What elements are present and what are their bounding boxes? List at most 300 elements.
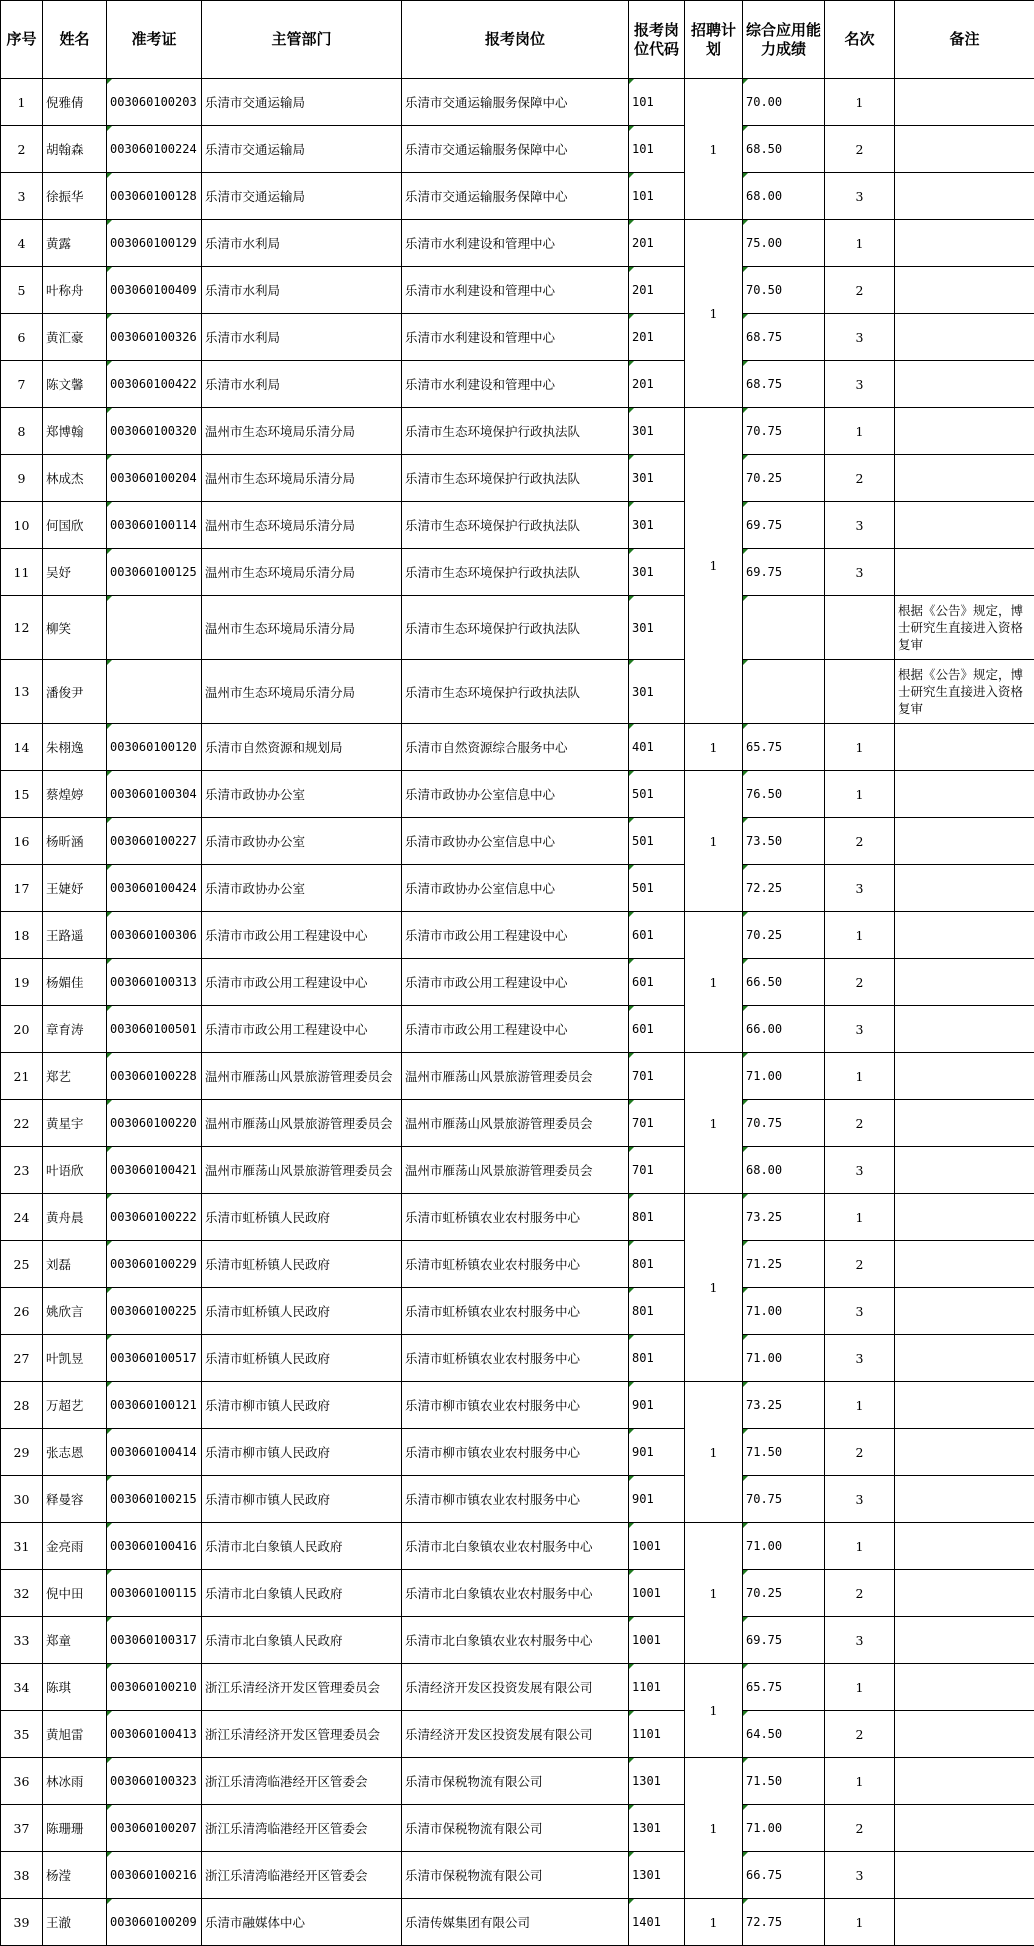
table-row — [1, 314, 1034, 361]
cell-seq: 9 — [1, 455, 43, 502]
cell-dept: 浙江乐清湾临港经开区管委会 — [202, 1758, 402, 1805]
cell-code: 201 — [629, 361, 685, 408]
cell-name: 杨媚佳 — [43, 959, 107, 1006]
cell-plan: 1 — [685, 1194, 743, 1382]
cell-score: 68.75 — [743, 361, 825, 408]
cell-seq: 33 — [1, 1617, 43, 1664]
cell-name: 朱栩逸 — [43, 724, 107, 771]
cell-dept: 乐清市市政公用工程建设中心 — [202, 1006, 402, 1053]
table-row — [1, 1382, 1034, 1429]
cell-seq: 22 — [1, 1100, 43, 1147]
table-row — [1, 1288, 1034, 1335]
cell-code: 601 — [629, 1006, 685, 1053]
cell-note — [895, 314, 1034, 361]
cell-note — [895, 79, 1034, 126]
table-row — [1, 1570, 1034, 1617]
cell-name: 黄旭雷 — [43, 1711, 107, 1758]
cell-rank: 1 — [825, 1758, 895, 1805]
cell-ticket: 003060100204 — [107, 455, 202, 502]
header-post: 报考岗位 — [402, 1, 629, 79]
cell-ticket: 003060100517 — [107, 1335, 202, 1382]
table-row — [1, 959, 1034, 1006]
table-row — [1, 267, 1034, 314]
cell-ticket: 003060100210 — [107, 1664, 202, 1711]
cell-rank: 3 — [825, 1476, 895, 1523]
table-row — [1, 549, 1034, 596]
cell-dept: 浙江乐清湾临港经开区管委会 — [202, 1852, 402, 1899]
cell-rank: 3 — [825, 173, 895, 220]
cell-code: 201 — [629, 267, 685, 314]
cell-dept: 乐清市交通运输局 — [202, 79, 402, 126]
cell-name: 叶语欣 — [43, 1147, 107, 1194]
cell-plan: 1 — [685, 220, 743, 408]
header-seq: 序号 — [1, 1, 43, 79]
cell-score: 70.25 — [743, 1570, 825, 1617]
cell-post: 乐清市保税物流有限公司 — [402, 1758, 629, 1805]
cell-seq: 27 — [1, 1335, 43, 1382]
cell-score: 68.00 — [743, 1147, 825, 1194]
cell-score: 69.75 — [743, 1617, 825, 1664]
cell-code: 901 — [629, 1382, 685, 1429]
cell-note — [895, 502, 1034, 549]
cell-ticket: 003060100422 — [107, 361, 202, 408]
header-dept: 主管部门 — [202, 1, 402, 79]
cell-seq: 8 — [1, 408, 43, 455]
cell-dept: 温州市雁荡山风景旅游管理委员会 — [202, 1100, 402, 1147]
cell-ticket: 003060100225 — [107, 1288, 202, 1335]
cell-post: 乐清市虹桥镇农业农村服务中心 — [402, 1288, 629, 1335]
cell-ticket: 003060100313 — [107, 959, 202, 1006]
cell-ticket: 003060100416 — [107, 1523, 202, 1570]
cell-code: 101 — [629, 173, 685, 220]
cell-code: 801 — [629, 1288, 685, 1335]
cell-seq: 35 — [1, 1711, 43, 1758]
cell-code: 1401 — [629, 1899, 685, 1946]
cell-seq: 34 — [1, 1664, 43, 1711]
cell-score: 70.50 — [743, 267, 825, 314]
cell-score: 71.00 — [743, 1805, 825, 1852]
cell-note — [895, 1570, 1034, 1617]
cell-note — [895, 1711, 1034, 1758]
cell-score: 72.25 — [743, 865, 825, 912]
cell-seq: 1 — [1, 79, 43, 126]
cell-post: 乐清市柳市镇农业农村服务中心 — [402, 1429, 629, 1476]
cell-score: 76.50 — [743, 771, 825, 818]
cell-rank: 2 — [825, 1805, 895, 1852]
cell-code: 301 — [629, 455, 685, 502]
cell-post: 乐清市虹桥镇农业农村服务中心 — [402, 1194, 629, 1241]
cell-name: 黄星宇 — [43, 1100, 107, 1147]
cell-seq: 5 — [1, 267, 43, 314]
cell-dept: 乐清市交通运输局 — [202, 173, 402, 220]
cell-score: 71.00 — [743, 1523, 825, 1570]
cell-dept: 乐清市市政公用工程建设中心 — [202, 959, 402, 1006]
cell-post: 乐清市生态环境保护行政执法队 — [402, 455, 629, 502]
cell-score: 68.00 — [743, 173, 825, 220]
cell-code: 301 — [629, 549, 685, 596]
cell-score: 71.50 — [743, 1429, 825, 1476]
cell-name: 郑艺 — [43, 1053, 107, 1100]
cell-name: 陈珊珊 — [43, 1805, 107, 1852]
cell-seq: 16 — [1, 818, 43, 865]
table-row — [1, 1523, 1034, 1570]
cell-name: 郑童 — [43, 1617, 107, 1664]
cell-rank: 2 — [825, 1100, 895, 1147]
cell-code: 301 — [629, 596, 685, 660]
cell-seq: 19 — [1, 959, 43, 1006]
cell-rank — [825, 660, 895, 724]
cell-seq: 31 — [1, 1523, 43, 1570]
cell-code: 201 — [629, 220, 685, 267]
cell-name: 万超艺 — [43, 1382, 107, 1429]
cell-plan: 1 — [685, 79, 743, 220]
cell-score: 68.75 — [743, 314, 825, 361]
table-row — [1, 361, 1034, 408]
cell-post: 乐清经济开发区投资发展有限公司 — [402, 1711, 629, 1758]
cell-rank: 3 — [825, 1852, 895, 1899]
cell-ticket: 003060100209 — [107, 1899, 202, 1946]
cell-ticket: 003060100320 — [107, 408, 202, 455]
cell-post: 乐清市市政公用工程建设中心 — [402, 959, 629, 1006]
table-row — [1, 1335, 1034, 1382]
table-row — [1, 660, 1034, 724]
header-score: 综合应用能力成绩 — [743, 1, 825, 79]
cell-score: 70.75 — [743, 408, 825, 455]
cell-dept: 乐清市水利局 — [202, 267, 402, 314]
cell-seq: 21 — [1, 1053, 43, 1100]
cell-post: 乐清市交通运输服务保障中心 — [402, 126, 629, 173]
table-row — [1, 724, 1034, 771]
cell-post: 乐清市柳市镇农业农村服务中心 — [402, 1476, 629, 1523]
cell-ticket: 003060100424 — [107, 865, 202, 912]
cell-note: 根据《公告》规定，博士研究生直接进入资格复审 — [895, 660, 1034, 724]
cell-note — [895, 1335, 1034, 1382]
cell-name: 倪雅倩 — [43, 79, 107, 126]
table-row — [1, 1899, 1034, 1946]
table-row — [1, 1006, 1034, 1053]
cell-post: 乐清市自然资源综合服务中心 — [402, 724, 629, 771]
cell-rank: 1 — [825, 1382, 895, 1429]
table-row — [1, 1147, 1034, 1194]
cell-rank: 2 — [825, 959, 895, 1006]
cell-note — [895, 1194, 1034, 1241]
table-row — [1, 912, 1034, 959]
table-row — [1, 79, 1034, 126]
cell-ticket: 003060100207 — [107, 1805, 202, 1852]
cell-dept: 温州市雁荡山风景旅游管理委员会 — [202, 1053, 402, 1100]
cell-name: 杨滢 — [43, 1852, 107, 1899]
cell-note — [895, 1523, 1034, 1570]
cell-rank: 1 — [825, 1523, 895, 1570]
cell-ticket: 003060100306 — [107, 912, 202, 959]
cell-seq: 37 — [1, 1805, 43, 1852]
cell-note — [895, 1476, 1034, 1523]
cell-note — [895, 1288, 1034, 1335]
cell-dept: 温州市生态环境局乐清分局 — [202, 660, 402, 724]
cell-note — [895, 220, 1034, 267]
cell-dept: 浙江乐清湾临港经开区管委会 — [202, 1805, 402, 1852]
cell-ticket: 003060100229 — [107, 1241, 202, 1288]
cell-note — [895, 1241, 1034, 1288]
cell-rank: 2 — [825, 1711, 895, 1758]
cell-code: 801 — [629, 1241, 685, 1288]
table-row — [1, 1100, 1034, 1147]
cell-note — [895, 267, 1034, 314]
table-row — [1, 502, 1034, 549]
cell-dept: 乐清市政协办公室 — [202, 818, 402, 865]
cell-rank: 2 — [825, 1570, 895, 1617]
cell-name: 倪中田 — [43, 1570, 107, 1617]
cell-note — [895, 818, 1034, 865]
cell-post: 乐清市水利建设和管理中心 — [402, 314, 629, 361]
cell-rank: 1 — [825, 912, 895, 959]
cell-ticket: 003060100114 — [107, 502, 202, 549]
cell-code: 301 — [629, 502, 685, 549]
cell-dept: 温州市生态环境局乐清分局 — [202, 408, 402, 455]
cell-post: 乐清市水利建设和管理中心 — [402, 361, 629, 408]
cell-code: 801 — [629, 1194, 685, 1241]
cell-post: 乐清市市政公用工程建设中心 — [402, 912, 629, 959]
cell-seq: 12 — [1, 596, 43, 660]
cell-post: 温州市雁荡山风景旅游管理委员会 — [402, 1100, 629, 1147]
cell-seq: 32 — [1, 1570, 43, 1617]
cell-ticket: 003060100304 — [107, 771, 202, 818]
cell-score: 66.50 — [743, 959, 825, 1006]
table-row — [1, 1711, 1034, 1758]
cell-name: 郑博翰 — [43, 408, 107, 455]
cell-score: 71.50 — [743, 1758, 825, 1805]
cell-score: 71.00 — [743, 1288, 825, 1335]
cell-name: 叶凯昱 — [43, 1335, 107, 1382]
cell-name: 黄汇豪 — [43, 314, 107, 361]
cell-plan: 1 — [685, 1053, 743, 1194]
cell-dept: 乐清市北白象镇人民政府 — [202, 1523, 402, 1570]
cell-score: 70.25 — [743, 455, 825, 502]
cell-score: 73.25 — [743, 1382, 825, 1429]
cell-rank: 2 — [825, 1241, 895, 1288]
cell-dept: 乐清市虹桥镇人民政府 — [202, 1194, 402, 1241]
table-row — [1, 818, 1034, 865]
cell-dept: 乐清市北白象镇人民政府 — [202, 1570, 402, 1617]
cell-seq: 20 — [1, 1006, 43, 1053]
cell-dept: 浙江乐清经济开发区管理委员会 — [202, 1664, 402, 1711]
cell-name: 陈琪 — [43, 1664, 107, 1711]
cell-dept: 乐清市政协办公室 — [202, 771, 402, 818]
cell-seq: 13 — [1, 660, 43, 724]
cell-note — [895, 771, 1034, 818]
cell-ticket: 003060100413 — [107, 1711, 202, 1758]
cell-name: 释曼容 — [43, 1476, 107, 1523]
cell-code: 1101 — [629, 1711, 685, 1758]
cell-score — [743, 596, 825, 660]
cell-score: 68.50 — [743, 126, 825, 173]
cell-name: 吴妤 — [43, 549, 107, 596]
cell-post: 乐清市市政公用工程建设中心 — [402, 1006, 629, 1053]
table-row — [1, 1805, 1034, 1852]
table-row — [1, 126, 1034, 173]
cell-name: 王澈 — [43, 1899, 107, 1946]
cell-dept: 乐清市市政公用工程建设中心 — [202, 912, 402, 959]
cell-post: 乐清市生态环境保护行政执法队 — [402, 408, 629, 455]
table-row — [1, 1476, 1034, 1523]
table-row — [1, 865, 1034, 912]
cell-name: 蔡煌婷 — [43, 771, 107, 818]
table-row — [1, 1429, 1034, 1476]
cell-ticket: 003060100224 — [107, 126, 202, 173]
cell-seq: 6 — [1, 314, 43, 361]
cell-ticket: 003060100203 — [107, 79, 202, 126]
cell-name: 张志恩 — [43, 1429, 107, 1476]
cell-post: 乐清市虹桥镇农业农村服务中心 — [402, 1335, 629, 1382]
cell-dept: 浙江乐清经济开发区管理委员会 — [202, 1711, 402, 1758]
cell-note: 根据《公告》规定，博士研究生直接进入资格复审 — [895, 596, 1034, 660]
cell-note — [895, 549, 1034, 596]
cell-post: 乐清市保税物流有限公司 — [402, 1852, 629, 1899]
cell-rank: 3 — [825, 1617, 895, 1664]
cell-code: 901 — [629, 1429, 685, 1476]
cell-score — [743, 660, 825, 724]
cell-score: 66.75 — [743, 1852, 825, 1899]
cell-ticket: 003060100228 — [107, 1053, 202, 1100]
cell-code: 1301 — [629, 1805, 685, 1852]
cell-name: 胡翰森 — [43, 126, 107, 173]
cell-seq: 4 — [1, 220, 43, 267]
table-row — [1, 1194, 1034, 1241]
cell-post: 乐清市交通运输服务保障中心 — [402, 79, 629, 126]
cell-code: 501 — [629, 818, 685, 865]
cell-ticket: 003060100216 — [107, 1852, 202, 1899]
cell-rank: 3 — [825, 314, 895, 361]
cell-post: 乐清市生态环境保护行政执法队 — [402, 549, 629, 596]
cell-note — [895, 1852, 1034, 1899]
cell-seq: 10 — [1, 502, 43, 549]
table-row — [1, 596, 1034, 660]
cell-name: 王婕妤 — [43, 865, 107, 912]
cell-dept: 乐清市柳市镇人民政府 — [202, 1429, 402, 1476]
cell-rank: 3 — [825, 549, 895, 596]
cell-rank: 1 — [825, 771, 895, 818]
cell-rank: 1 — [825, 1194, 895, 1241]
cell-rank: 3 — [825, 1335, 895, 1382]
header-note: 备注 — [895, 1, 1034, 79]
cell-note — [895, 455, 1034, 502]
cell-score: 73.50 — [743, 818, 825, 865]
cell-score: 64.50 — [743, 1711, 825, 1758]
cell-note — [895, 912, 1034, 959]
cell-score: 71.00 — [743, 1053, 825, 1100]
cell-plan: 1 — [685, 1523, 743, 1664]
cell-score: 65.75 — [743, 1664, 825, 1711]
cell-post: 乐清市水利建设和管理中心 — [402, 220, 629, 267]
cell-score: 69.75 — [743, 502, 825, 549]
header-name: 姓名 — [43, 1, 107, 79]
cell-ticket: 003060100414 — [107, 1429, 202, 1476]
header-ticket: 准考证 — [107, 1, 202, 79]
cell-rank: 3 — [825, 865, 895, 912]
cell-score: 75.00 — [743, 220, 825, 267]
cell-seq: 17 — [1, 865, 43, 912]
cell-rank: 1 — [825, 724, 895, 771]
cell-note — [895, 865, 1034, 912]
cell-code: 1301 — [629, 1852, 685, 1899]
cell-rank: 1 — [825, 1899, 895, 1946]
cell-seq: 23 — [1, 1147, 43, 1194]
cell-note — [895, 126, 1034, 173]
cell-dept: 乐清市交通运输局 — [202, 126, 402, 173]
cell-post: 温州市雁荡山风景旅游管理委员会 — [402, 1147, 629, 1194]
table-row — [1, 1617, 1034, 1664]
cell-rank — [825, 596, 895, 660]
cell-name: 柳笑 — [43, 596, 107, 660]
cell-score: 72.75 — [743, 1899, 825, 1946]
cell-code: 301 — [629, 660, 685, 724]
cell-score: 65.75 — [743, 724, 825, 771]
cell-ticket — [107, 660, 202, 724]
cell-score: 69.75 — [743, 549, 825, 596]
cell-rank: 1 — [825, 1664, 895, 1711]
cell-ticket: 003060100222 — [107, 1194, 202, 1241]
cell-code: 801 — [629, 1335, 685, 1382]
cell-rank: 3 — [825, 1147, 895, 1194]
cell-ticket: 003060100317 — [107, 1617, 202, 1664]
cell-rank: 1 — [825, 1053, 895, 1100]
cell-code: 901 — [629, 1476, 685, 1523]
cell-note — [895, 173, 1034, 220]
cell-note — [895, 1382, 1034, 1429]
cell-rank: 3 — [825, 1006, 895, 1053]
cell-name: 潘俊尹 — [43, 660, 107, 724]
cell-seq: 30 — [1, 1476, 43, 1523]
cell-name: 林冰雨 — [43, 1758, 107, 1805]
cell-post: 乐清市北白象镇农业农村服务中心 — [402, 1570, 629, 1617]
cell-seq: 36 — [1, 1758, 43, 1805]
cell-code: 1301 — [629, 1758, 685, 1805]
cell-note — [895, 1805, 1034, 1852]
cell-ticket: 003060100501 — [107, 1006, 202, 1053]
cell-name: 何国欣 — [43, 502, 107, 549]
cell-code: 1101 — [629, 1664, 685, 1711]
table-row — [1, 771, 1034, 818]
cell-score: 66.00 — [743, 1006, 825, 1053]
cell-ticket: 003060100121 — [107, 1382, 202, 1429]
cell-note — [895, 724, 1034, 771]
cell-note — [895, 408, 1034, 455]
cell-plan: 1 — [685, 1758, 743, 1899]
cell-rank: 3 — [825, 502, 895, 549]
cell-seq: 28 — [1, 1382, 43, 1429]
cell-note — [895, 1100, 1034, 1147]
table-row — [1, 408, 1034, 455]
cell-post: 乐清市生态环境保护行政执法队 — [402, 502, 629, 549]
cell-code: 501 — [629, 865, 685, 912]
table-row — [1, 173, 1034, 220]
cell-dept: 乐清市柳市镇人民政府 — [202, 1382, 402, 1429]
cell-rank: 3 — [825, 361, 895, 408]
cell-plan: 1 — [685, 912, 743, 1053]
cell-plan: 1 — [685, 1382, 743, 1523]
cell-post: 乐清市生态环境保护行政执法队 — [402, 596, 629, 660]
cell-seq: 3 — [1, 173, 43, 220]
cell-plan: 1 — [685, 1664, 743, 1758]
cell-ticket: 003060100128 — [107, 173, 202, 220]
cell-post: 乐清经济开发区投资发展有限公司 — [402, 1664, 629, 1711]
cell-post: 乐清市政协办公室信息中心 — [402, 818, 629, 865]
cell-name: 杨昕涵 — [43, 818, 107, 865]
table-row — [1, 455, 1034, 502]
cell-seq: 39 — [1, 1899, 43, 1946]
cell-dept: 温州市生态环境局乐清分局 — [202, 455, 402, 502]
cell-dept: 乐清市水利局 — [202, 361, 402, 408]
